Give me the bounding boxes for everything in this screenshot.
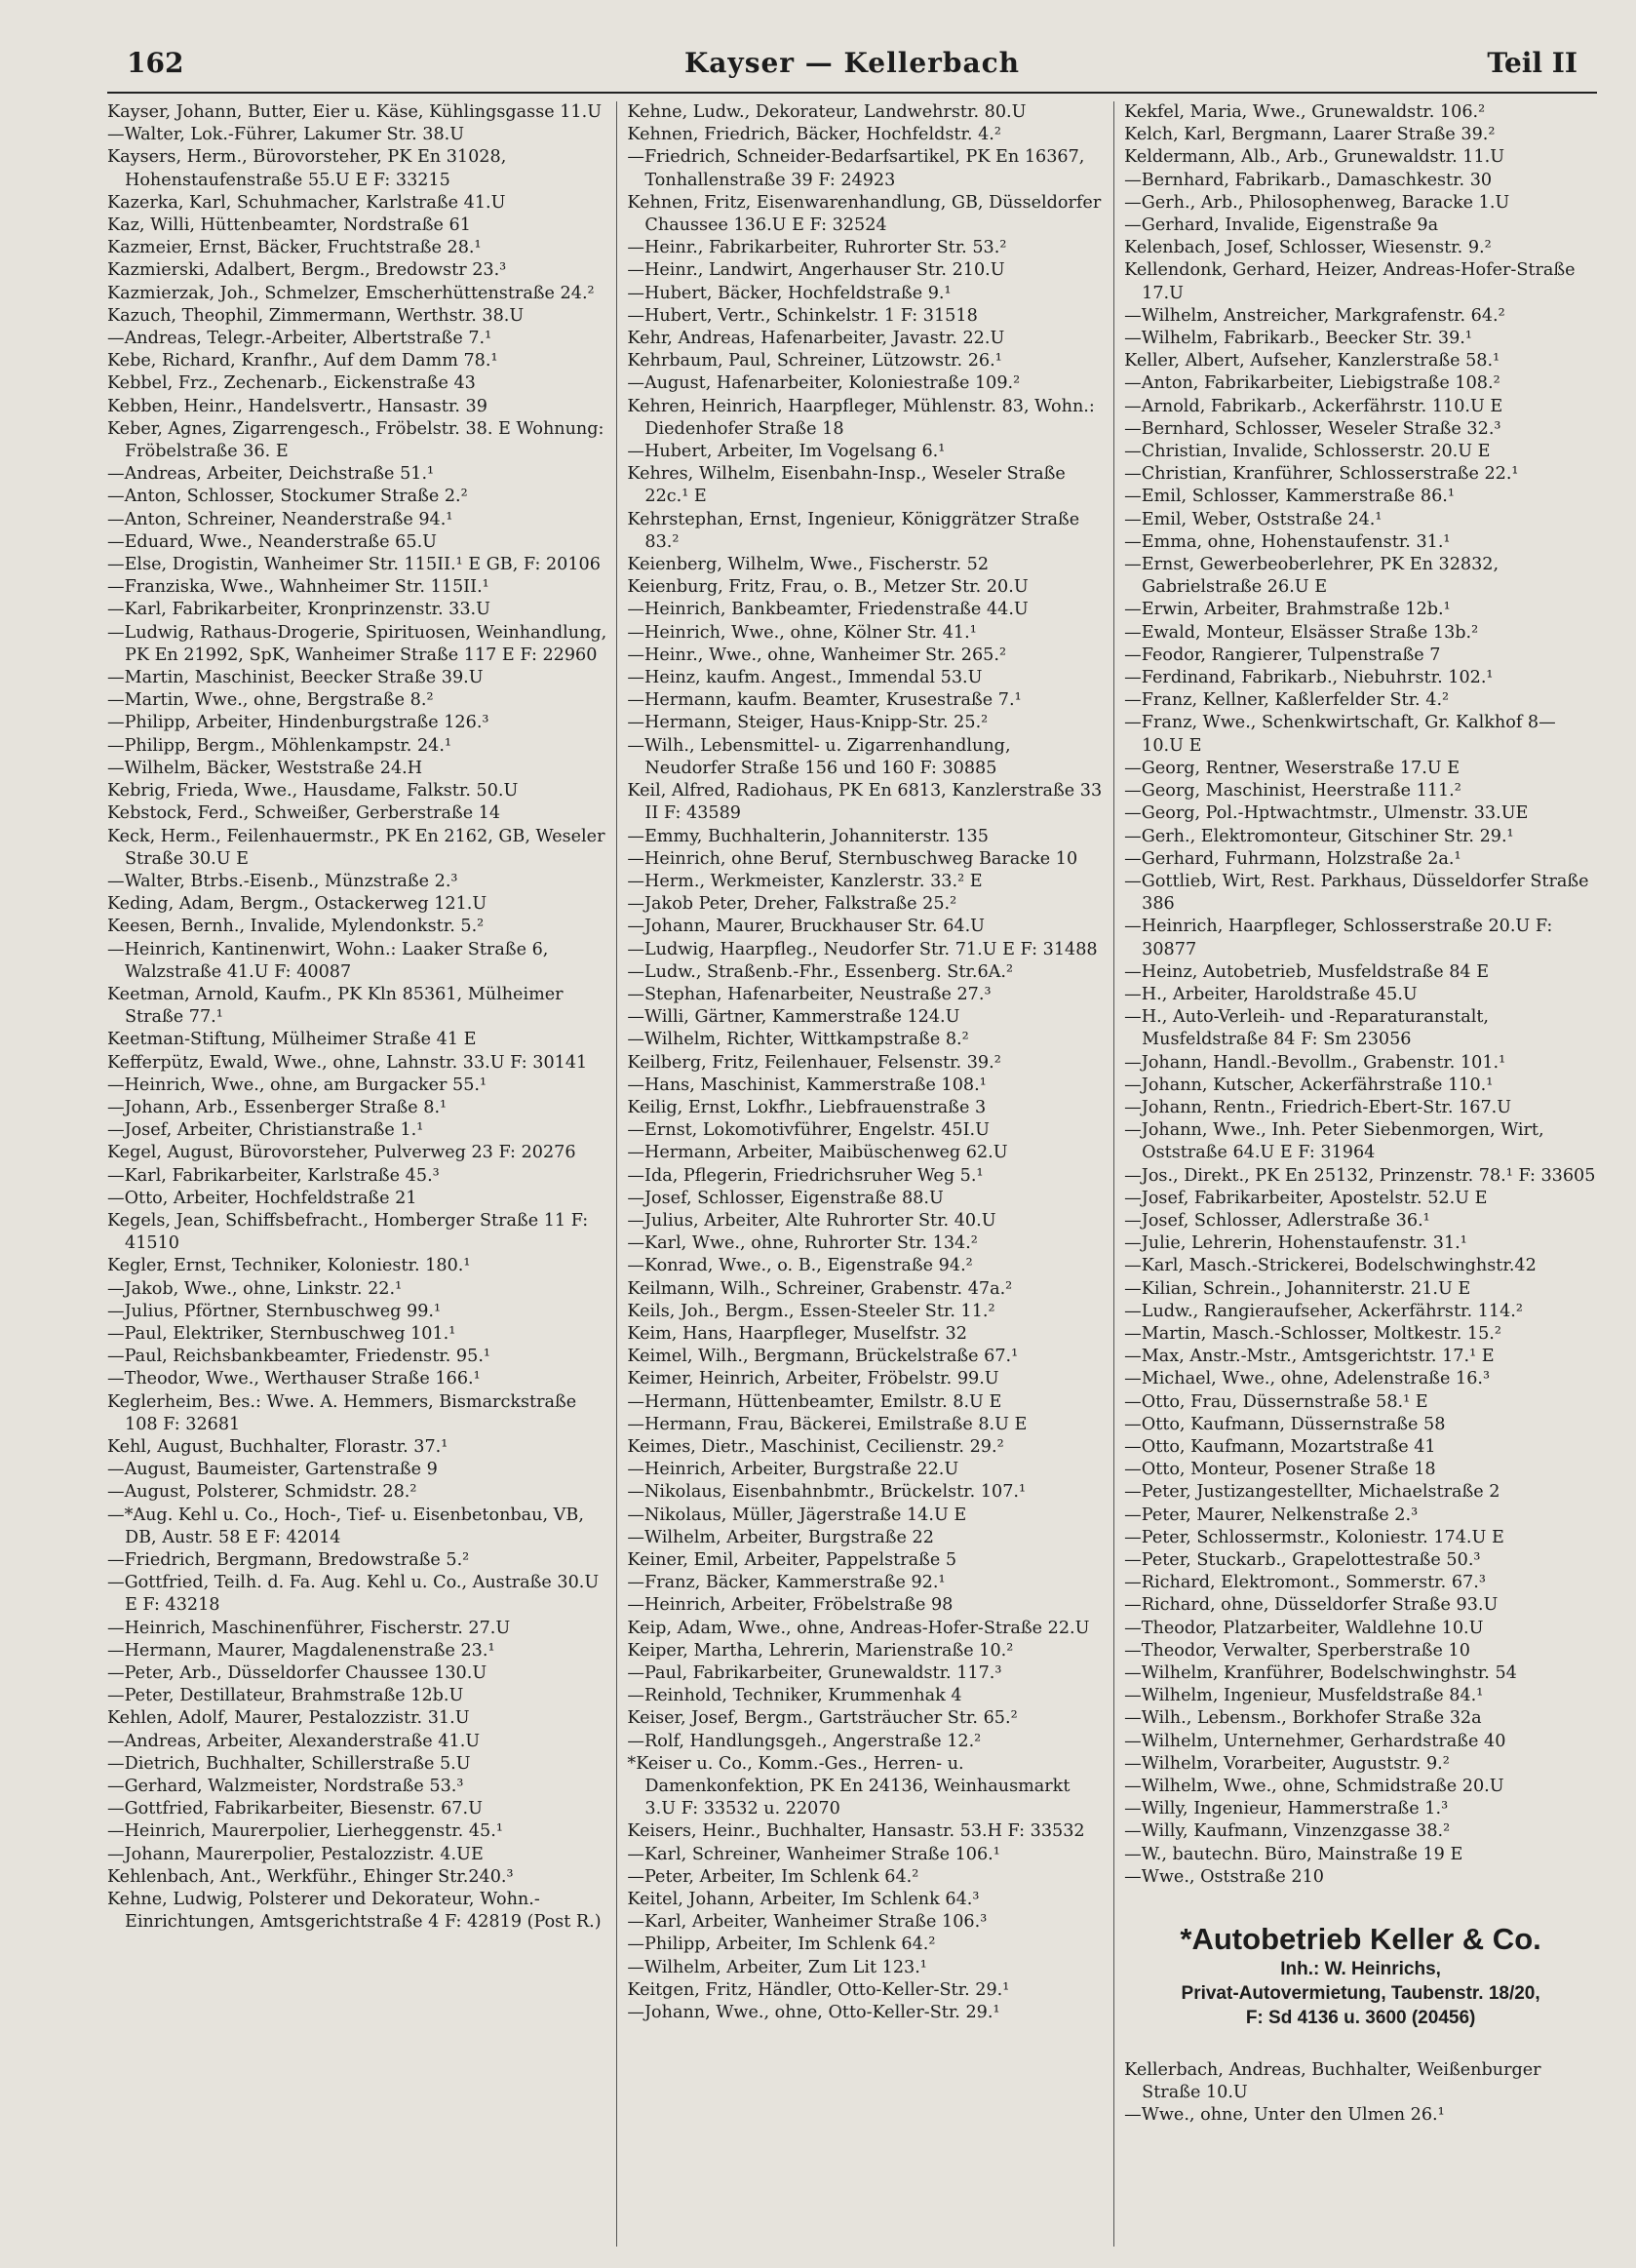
directory-entry: —Gottlieb, Wirt, Rest. Parkhaus, Düsseldorfer Straße 386 [1124,871,1589,915]
directory-entry: —Peter, Stuckarb., Grapelottestraße 50.³ [1124,1550,1481,1570]
directory-entry: Keilberg, Fritz, Feilenhauer, Felsenstr. 39.² [627,1052,1001,1073]
directory-entry: Keetman-Stiftung, Mülheimer Straße 41 E [107,1030,477,1050]
directory-entry: —Gottfried, Fabrikarbeiter, Biesenstr. 67.U [107,1799,483,1819]
directory-entry: —Wilhelm, Kranführer, Bodelschwinghstr. 54 [1124,1663,1517,1684]
directory-entry: —Hubert, Arbeiter, Im Vogelsang 6.¹ [627,442,946,462]
directory-entry: —Paul, Reichsbankbeamter, Friedenstr. 95.¹ [107,1347,490,1367]
directory-entry: Keilig, Ernst, Lokfhr., Liebfrauenstraße 3 [627,1097,987,1117]
column-3 [1113,101,1597,2247]
directory-entry: —Eduard, Wwe., Neanderstraße 65.U [107,531,437,552]
directory-entry: —Emil, Schlosser, Kammerstraße 86.¹ [1124,487,1455,507]
directory-entry: Kehlen, Adolf, Maurer, Pestalozzistr. 31.U [107,1708,470,1729]
directory-entry: Kebben, Heinr., Handelsvertr., Hansastr. 39 [107,396,487,416]
directory-entry: —Rolf, Handlungsgeh., Angerstraße 12.² [627,1731,982,1751]
directory-entry: —Richard, ohne, Düsseldorfer Straße 93.U [1124,1595,1499,1616]
directory-entry: —Reinhold, Techniker, Krummenhak 4 [627,1686,962,1706]
directory-entry: —Peter, Schlossermstr., Koloniestr. 174.U E [1124,1527,1504,1547]
directory-entry: —Franz, Wwe., Schenkwirtschaft, Gr. Kalkhof 8—10.U E [1124,713,1556,756]
ad-phone: F: Sd 4136 u. 3600 (20456) [1245,2008,1476,2029]
directory-entry: Kehnen, Friedrich, Bäcker, Hochfeldstr. 4.² [627,125,1001,145]
directory-entry: —Karl, Arbeiter, Wanheimer Straße 106.³ [627,1912,988,1933]
directory-entry: —H., Arbeiter, Haroldstraße 45.U [1124,984,1418,1004]
directory-entry: —Heinrich, Wwe., ohne, Kölner Str. 41.¹ [627,622,977,643]
directory-entry: —Willy, Ingenieur, Hammerstraße 1.³ [1124,1799,1449,1819]
directory-entry: Keitgen, Fritz, Händler, Otto-Keller-Str. 29.¹ [627,1979,1010,2000]
directory-entry: Keiper, Martha, Lehrerin, Marienstraße 10.² [627,1640,1014,1661]
directory-entry: —Josef, Fabrikarbeiter, Apostelstr. 52.U E [1124,1188,1488,1208]
directory-entry: Keils, Joh., Bergm., Essen-Steeler Str. 11.² [627,1301,995,1321]
directory-entry: —Julius, Arbeiter, Alte Ruhrorter Str. 40.U [627,1210,996,1231]
directory-entry: —Johann, Wwe., Inh. Peter Siebenmorgen, Wirt, Oststraße 64.U E F: 31964 [1124,1120,1544,1163]
directory-entry: —Hubert, Vertr., Schinkelstr. 1 F: 31518 [627,305,978,326]
directory-entry: —Kilian, Schrein., Johanniterstr. 21.U E [1124,1278,1471,1299]
directory-entry: —Philipp, Arbeiter, Hindenburgstraße 126.³ [107,713,489,733]
directory-entry: —Karl, Fabrikarbeiter, Karlstraße 45.³ [107,1165,440,1186]
directory-entry: Keilmann, Wilh., Schreiner, Grabenstr. 47a.² [627,1278,1013,1299]
directory-entry: —Friedrich, Schneider-Bedarfsartikel, PK En 16367, Tonhallenstraße 39 F: 24923 [627,147,1085,190]
directory-entry: Kehrbaum, Paul, Schreiner, Lützowstr. 26.¹ [627,351,1002,371]
directory-entry: —Wilhelm, Ingenieur, Musfeldstraße 84.¹ [1124,1686,1484,1706]
directory-entry: —Gerh., Arb., Philosophenweg, Baracke 1.U [1124,192,1510,213]
directory-entry: Keller, Albert, Aufseher, Kanzlerstraße 58.¹ [1124,351,1500,371]
directory-entry: —*Aug. Kehl u. Co., Hoch-, Tief- u. Eisenbetonbau, VB, DB, Austr. 58 E F: 42014 [107,1505,584,1547]
directory-entry: —Else, Drogistin, Wanheimer Str. 115II.¹ E GB, F: 20106 [107,555,601,575]
directory-entry: —Karl, Fabrikarbeiter, Kronprinzenstr. 33.U [107,600,490,620]
directory-entry: Keglerheim, Bes.: Wwe. A. Hemmers, Bismarckstraße 108 F: 32681 [107,1391,577,1434]
directory-entry: —Paul, Elektriker, Sternbuschweg 101.¹ [107,1323,456,1344]
directory-entry: —Christian, Invalide, Schlosserstr. 20.U E [1124,442,1491,462]
directory-entry: —Karl, Masch.-Strickerei, Bodelschwinghstr.42 [1124,1256,1537,1276]
directory-entry: —Theodor, Platzarbeiter, Waldlehne 10.U [1124,1618,1484,1638]
directory-entry: —Wwe., ohne, Unter den Ulmen 26.¹ [1124,2105,1445,2126]
directory-entry: —Wilhelm, Unternehmer, Gerhardstraße 40 [1124,1731,1506,1751]
directory-entry: —Hermann, kaufm. Beamter, Krusestraße 7.¹ [627,690,1022,711]
directory-entry: —Julie, Lehrerin, Hohenstaufenstr. 31.¹ [1124,1233,1467,1254]
directory-entry: —W., bautechn. Büro, Mainstraße 19 E [1124,1844,1463,1864]
directory-entry: —Heinrich, Arbeiter, Burgstraße 22.U [627,1460,959,1480]
directory-entry: —Arnold, Fabrikarb., Ackerfährstr. 110.U E [1124,396,1503,416]
directory-entry: —Wilhelm, Arbeiter, Zum Lit 123.¹ [627,1957,927,1977]
directory-entry: —Nikolaus, Müller, Jägerstraße 14.U E [627,1505,967,1525]
directory-entry: —Richard, Elektromont., Sommerstr. 67.³ [1124,1573,1486,1593]
directory-entry: —Ernst, Gewerbeoberlehrer, PK En 32832, Gabrielstraße 26.U E [1124,555,1500,598]
directory-entry: Kehres, Wilhelm, Eisenbahn-Insp., Weseler Straße 22c.¹ E [627,464,1066,507]
directory-entry: —Martin, Wwe., ohne, Bergstraße 8.² [107,690,434,711]
advertisement [1124,1922,1597,2030]
directory-entry: —Heinr., Wwe., ohne, Wanheimer Str. 265.² [627,645,1007,665]
directory-entry: Kefferpütz, Ewald, Wwe., ohne, Lahnstr. 33.U F: 30141 [107,1052,588,1073]
directory-entry: Kelch, Karl, Bergmann, Laarer Straße 39.² [1124,125,1496,145]
columns [107,101,1597,2247]
directory-entry: —Georg, Pol.-Hptwachtmstr., Ulmenstr. 33.UE [1124,803,1529,824]
directory-entry: —Johann, Kutscher, Ackerfährstraße 110.¹ [1124,1075,1494,1095]
directory-entry: Kehr, Andreas, Hafenarbeiter, Javastr. 22.U [627,329,1005,349]
directory-entry: —Ferdinand, Fabrikarb., Niebuhrstr. 102.¹ [1124,668,1494,688]
directory-entry: —Hubert, Bäcker, Hochfeldstraße 9.¹ [627,283,952,303]
directory-entry: —Johann, Rentn., Friedrich-Ebert-Str. 167.U [1124,1097,1512,1117]
directory-entry: Keimes, Dietr., Maschinist, Cecilienstr. 29.² [627,1436,1004,1457]
directory-entry: —Josef, Arbeiter, Christianstraße 1.¹ [107,1120,424,1141]
directory-entry: —Andreas, Arbeiter, Alexanderstraße 41.U [107,1731,481,1751]
directory-entry: —Heinz, Autobetrieb, Musfeldstraße 84 E [1124,961,1490,982]
directory-entry: —Bernhard, Fabrikarb., Damaschkestr. 30 [1124,170,1493,190]
directory-entry: —Stephan, Hafenarbeiter, Neustraße 27.³ [627,984,992,1004]
directory-entry: —Ewald, Monteur, Elsässer Straße 13b.² [1124,622,1479,643]
directory-entry: Kehnen, Fritz, Eisenwarenhandlung, GB, Düsseldorfer Chaussee 136.U E F: 32524 [627,192,1102,236]
page-number: 162 [127,47,184,79]
directory-entry: —Willi, Gärtner, Kammerstraße 124.U [627,1007,960,1028]
directory-entry: —Ida, Pflegerin, Friedrichsruher Weg 5.¹ [627,1165,984,1186]
directory-entry: Keip, Adam, Wwe., ohne, Andreas-Hofer-Straße 22.U [627,1618,1090,1638]
directory-entry: —Gerhard, Invalide, Eigenstraße 9a [1124,215,1439,236]
directory-entry: —Julius, Pförtner, Sternbuschweg 99.¹ [107,1301,442,1321]
directory-entry: Kellendonk, Gerhard, Heizer, Andreas-Hofer-Straße 17.U [1124,260,1576,303]
directory-entry: —Peter, Justizangestellter, Michaelstraße 2 [1124,1482,1500,1503]
directory-entry: —Heinrich, ohne Beruf, Sternbuschweg Baracke 10 [627,848,1078,869]
directory-entry: Keetman, Arnold, Kaufm., PK Kln 85361, Mülheimer Straße 77.¹ [107,984,564,1028]
directory-entry: —Heinrich, Wwe., ohne, am Burgacker 55.¹ [107,1075,487,1095]
ad-owner: Inh.: W. Heinrichs, [1280,1959,1441,1980]
directory-entry: —Emma, ohne, Hohenstaufenstr. 31.¹ [1124,531,1451,552]
directory-entry: Kegel, August, Bürovorsteher, Pulverweg 23 F: 20276 [107,1143,576,1163]
directory-entry: —Herm., Werkmeister, Kanzlerstr. 33.² E [627,871,983,891]
directory-entry: Kebe, Richard, Kranfhr., Auf dem Damm 78.¹ [107,351,498,371]
directory-entry: Keck, Herm., Feilenhauermstr., PK En 2162, GB, Weseler Straße 30.U E [107,826,605,869]
directory-entry: —Anton, Schlosser, Stockumer Straße 2.² [107,487,468,507]
directory-entry: —Heinr., Landwirt, Angerhauser Str. 210.U [627,260,1005,281]
directory-entry: —Gerhard, Walzmeister, Nordstraße 53.³ [107,1777,464,1797]
directory-entry: —Feodor, Rangierer, Tulpenstraße 7 [1124,645,1441,665]
directory-entry: Kellerbach, Andreas, Buchhalter, Weißenburger Straße 10.U [1124,2060,1541,2103]
directory-entry: —Johann, Arb., Essenberger Straße 8.¹ [107,1097,448,1117]
directory-entry: Kehne, Ludwig, Polsterer und Dekorateur, Wohn.-Einrichtungen, Amtsgerichtstraße 4 F: 42819 (Post R.) [107,1890,602,1933]
ad-service: Privat-Autovermietung, Taubenstr. 18/20, [1181,1983,1540,2005]
directory-entry: —Paul, Fabrikarbeiter, Grunewaldstr. 117.³ [627,1663,1002,1684]
directory-entry: Kebrig, Frieda, Wwe., Hausdame, Falkstr. 50.U [107,781,519,802]
directory-entry: —Wilh., Lebensmittel- u. Zigarrenhandlung, Neudorfer Straße 156 und 160 F: 30885 [627,735,1011,778]
directory-entry: —Wilhelm, Arbeiter, Burgstraße 22 [627,1527,934,1547]
directory-entry: —Philipp, Bergm., Möhlenkampstr. 24.¹ [107,735,452,756]
directory-entry: —Heinrich, Maurerpolier, Lierheggenstr. 45.¹ [107,1821,503,1842]
directory-entry: —Walter, Lok.-Führer, Lakumer Str. 38.U [107,125,465,145]
directory-entry: —Bernhard, Schlosser, Weseler Straße 32.³ [1124,418,1501,439]
directory-entry: —Johann, Maurer, Bruckhauser Str. 64.U [627,917,986,937]
directory-entry: —Josef, Schlosser, Adlerstraße 36.¹ [1124,1210,1430,1231]
directory-entry: Keesen, Bernh., Invalide, Mylendonkstr. 5.² [107,917,485,937]
directory-entry: —Martin, Masch.-Schlosser, Moltkestr. 15.² [1124,1323,1501,1344]
directory-entry: —Heinrich, Haarpfleger, Schlosserstraße 20.U F: 30877 [1124,917,1553,959]
directory-entry: —Anton, Fabrikarbeiter, Liebigstraße 108.² [1124,373,1500,394]
directory-entry: —Franz, Kellner, Kaßlerfelder Str. 4.² [1124,690,1450,711]
directory-entry: —Wwe., Oststraße 210 [1124,1866,1324,1887]
directory-entry: *Keiser u. Co., Komm.-Ges., Herren- u. Damenkonfektion, PK En 24136, Weinhausmarkt 3.U F: 33532 u. 22070 [627,1753,1071,1819]
directory-entry: Kazmierski, Adalbert, Bergm., Bredowstr 23.³ [107,260,507,281]
column-3-tail-entries [1124,2059,1597,2128]
directory-entry: Keiner, Emil, Arbeiter, Pappelstraße 5 [627,1550,957,1570]
directory-entry: —Max, Anstr.-Mstr., Amtsgerichtstr. 17.¹ E [1124,1347,1495,1367]
directory-entry: —Georg, Maschinist, Heerstraße 111.² [1124,781,1461,802]
section-part: Teil II [1487,47,1578,79]
directory-entry: —Wilhelm, Anstreicher, Markgrafenstr. 64.² [1124,305,1505,326]
directory-entry: —Gerhard, Fuhrmann, Holzstraße 2a.¹ [1124,848,1461,869]
directory-entry: Kehlenbach, Ant., Werkführ., Ehinger Str.240.³ [107,1866,514,1887]
directory-entry: —Peter, Maurer, Nelkenstraße 2.³ [1124,1505,1419,1525]
directory-entry: —August, Hafenarbeiter, Koloniestraße 109.² [627,373,1021,394]
directory-entry: Keienberg, Wilhelm, Wwe., Fischerstr. 52 [627,555,990,575]
directory-entry: —Otto, Kaufmann, Düssernstraße 58 [1124,1414,1446,1434]
directory-entry: —Wilhelm, Bäcker, Weststraße 24.H [107,758,423,778]
directory-entry: Keimel, Wilh., Bergmann, Brückelstraße 67.¹ [627,1347,1019,1367]
directory-entry: Keisers, Heinr., Buchhalter, Hansastr. 53.H F: 33532 [627,1821,1085,1842]
directory-entry: —Wilhelm, Wwe., ohne, Schmidstraße 20.U [1124,1777,1504,1797]
directory-entry: —Karl, Schreiner, Wanheimer Straße 106.¹ [627,1844,1000,1864]
directory-entry: Keim, Hans, Haarpfleger, Muselfstr. 32 [627,1323,967,1344]
directory-entry: —Heinz, kaufm. Angest., Immendal 53.U [627,668,983,688]
directory-entry: —Willy, Kaufmann, Vinzenzgasse 38.² [1124,1821,1451,1842]
directory-entry: —Wilhelm, Fabrikarb., Beecker Str. 39.¹ [1124,329,1472,349]
directory-entry: —Hermann, Maurer, Magdalenenstraße 23.¹ [107,1640,495,1661]
directory-entry: Kehrstephan, Ernst, Ingenieur, Königgrätzer Straße 83.² [627,509,1080,552]
directory-entry: —Anton, Schreiner, Neanderstraße 94.¹ [107,509,453,529]
directory-entry: —Friedrich, Bergmann, Bredowstraße 5.² [107,1550,470,1570]
directory-entry: —Johann, Wwe., ohne, Otto-Keller-Str. 29.¹ [627,2003,1000,2023]
directory-entry: —Franziska, Wwe., Wahnheimer Str. 115II.¹ [107,577,489,598]
directory-entry: Kehren, Heinrich, Haarpfleger, Mühlenstr. 83, Wohn.: Diedenhofer Straße 18 [627,396,1095,439]
directory-entry: —Josef, Schlosser, Eigenstraße 88.U [627,1188,944,1208]
directory-entry: —Andreas, Arbeiter, Deichstraße 51.¹ [107,464,435,485]
directory-entry: —Otto, Frau, Düssernstraße 58.¹ E [1124,1391,1428,1412]
column-1 [107,101,616,2247]
directory-entry: Kaz, Willi, Hüttenbeamter, Nordstraße 61 [107,215,471,236]
directory-entry: —Hans, Maschinist, Kammerstraße 108.¹ [627,1075,987,1095]
directory-entry: —Ernst, Lokomotivführer, Engelstr. 45I.U [627,1120,990,1141]
directory-entry: —Heinr., Fabrikarbeiter, Ruhrorter Str. 53.² [627,238,1007,258]
directory-entry: —Peter, Arbeiter, Im Schlenk 64.² [627,1866,919,1887]
directory-entry: —Franz, Bäcker, Kammerstraße 92.¹ [627,1573,946,1593]
directory-entry: —Erwin, Arbeiter, Brahmstraße 12b.¹ [1124,600,1451,620]
directory-entry: —August, Baumeister, Gartenstraße 9 [107,1460,438,1480]
directory-entry: Kaysers, Herm., Bürovorsteher, PK En 31028, Hohenstaufenstraße 55.U E F: 33215 [107,147,507,190]
directory-entry: Kayser, Johann, Butter, Eier u. Käse, Kühlingsgasse 11.U [107,102,603,122]
directory-entry: —Karl, Wwe., ohne, Ruhrorter Str. 134.² [627,1233,978,1254]
directory-entry: —Ludw., Straßenb.-Fhr., Essenberg. Str.6A.² [627,961,1014,982]
directory-entry: Keldermann, Alb., Arb., Grunewaldstr. 11.U [1124,147,1505,168]
directory-entry: —Jakob, Wwe., ohne, Linkstr. 22.¹ [107,1278,403,1299]
directory-entry: —Wilhelm, Richter, Wittkampstraße 8.² [627,1030,969,1050]
directory-entry: Keitel, Johann, Arbeiter, Im Schlenk 64.³ [627,1890,980,1910]
directory-entry: Keiser, Josef, Bergm., Gartsträucher Str. 65.² [627,1708,1018,1729]
column-3-entries [1124,101,1597,1889]
directory-entry: —Theodor, Verwalter, Sperberstraße 10 [1124,1640,1470,1661]
directory-entry: —Ludwig, Rathaus-Drogerie, Spirituosen, Weinhandlung, PK En 21992, SpK, Wanheimer Straße 117 E F: 22960 [107,622,607,665]
directory-entry: —H., Auto-Verleih- und -Reparaturanstalt, Musfeldstraße 84 F: Sm 23056 [1124,1007,1489,1050]
directory-entry: Kebstock, Ferd., Schweißer, Gerberstraße 14 [107,803,501,824]
directory-entry: Kegels, Jean, Schiffsbefracht., Homberger Straße 11 F: 41510 [107,1210,589,1254]
column-2 [616,101,1113,2247]
directory-entry: —Gottfried, Teilh. d. Fa. Aug. Kehl u. Co., Austraße 30.U E F: 43218 [107,1573,600,1616]
directory-entry: —Johann, Maurerpolier, Pestalozzistr. 4.UE [107,1844,484,1864]
directory-entry: —Wilh., Lebensm., Borkhofer Straße 32a [1124,1708,1482,1729]
directory-entry: —Theodor, Wwe., Werthauser Straße 166.¹ [107,1369,481,1389]
directory-entry: —Emil, Weber, Oststraße 24.¹ [1124,509,1383,529]
directory-entry: Kekfel, Maria, Wwe., Grunewaldstr. 106.² [1124,102,1486,122]
directory-entry: —Peter, Arb., Düsseldorfer Chaussee 130.U [107,1663,487,1684]
directory-entry: Keil, Alfred, Radiohaus, PK En 6813, Kanzlerstraße 33 II F: 43589 [627,781,1103,824]
directory-entry: —Wilhelm, Vorarbeiter, Auguststr. 9.² [1124,1753,1450,1774]
directory-entry: —Peter, Destillateur, Brahmstraße 12b.U [107,1686,464,1706]
page-header [107,41,1597,94]
directory-entry: —Hermann, Frau, Bäckerei, Emilstraße 8.U E [627,1414,1028,1434]
directory-entry: —Philipp, Arbeiter, Im Schlenk 64.² [627,1935,936,1955]
directory-entry: —Ludw., Rangieraufseher, Ackerfährstr. 114.² [1124,1301,1523,1321]
directory-entry: Keienburg, Fritz, Frau, o. B., Metzer Str. 20.U [627,577,1029,598]
directory-entry: —Heinrich, Kantinenwirt, Wohn.: Laaker Straße 6, Walzstraße 41.U F: 40087 [107,939,549,982]
page-title: Kayser — Kellerbach [683,47,1021,79]
directory-entry: —Emmy, Buchhalterin, Johanniterstr. 135 [627,826,989,846]
directory-entry: —Heinrich, Bankbeamter, Friedenstraße 44.U [627,600,1029,620]
directory-entry: Kazuch, Theophil, Zimmermann, Werthstr. 38.U [107,305,525,326]
directory-entry: Kelenbach, Josef, Schlosser, Wiesenstr. 9.² [1124,238,1492,258]
directory-entry: —Otto, Arbeiter, Hochfeldstraße 21 [107,1188,417,1208]
directory-entry: Kazmeier, Ernst, Bäcker, Fruchtstraße 28.¹ [107,238,482,258]
directory-entry: —Gerh., Elektromonteur, Gitschiner Str. 29.¹ [1124,826,1514,846]
directory-entry: Keding, Adam, Bergm., Ostackerweg 121.U [107,894,487,915]
directory-entry: Keimer, Heinrich, Arbeiter, Fröbelstr. 99.U [627,1369,999,1389]
directory-entry: —Jakob Peter, Dreher, Falkstraße 25.² [627,894,957,915]
directory-entry: Kazerka, Karl, Schuhmacher, Karlstraße 41.U [107,192,506,213]
directory-entry: —Ludwig, Haarpfleg., Neudorfer Str. 71.U E F: 31488 [627,939,1098,959]
ad-title: *Autobetrieb Keller & Co. [1180,1922,1541,1957]
directory-entry: —Walter, Btrbs.-Eisenb., Münzstraße 2.³ [107,871,458,891]
directory-entry: Kebbel, Frz., Zechenarb., Eickenstraße 43 [107,373,476,394]
directory-entry: —Andreas, Telegr.-Arbeiter, Albertstraße 7.¹ [107,329,492,349]
directory-entry: —Hermann, Steiger, Haus-Knipp-Str. 25.² [627,713,989,733]
directory-entry: —Georg, Rentner, Weserstraße 17.U E [1124,758,1461,778]
directory-entry: —Hermann, Hüttenbeamter, Emilstr. 8.U E [627,1391,1002,1412]
directory-entry: —Heinrich, Maschinenführer, Fischerstr. 27.U [107,1618,511,1638]
directory-entry: —Christian, Kranführer, Schlosserstraße 22.¹ [1124,464,1519,485]
directory-entry: Kazmierzak, Joh., Schmelzer, Emscherhüttenstraße 24.² [107,283,595,303]
directory-entry: —August, Polsterer, Schmidstr. 28.² [107,1482,417,1503]
directory-entry: Kehne, Ludw., Dekorateur, Landwehrstr. 80.U [627,102,1027,122]
directory-entry: —Heinrich, Arbeiter, Fröbelstraße 98 [627,1595,954,1616]
directory-entry: —Konrad, Wwe., o. B., Eigenstraße 94.² [627,1256,973,1276]
directory-entry: Kegler, Ernst, Techniker, Koloniestr. 180.¹ [107,1256,471,1276]
directory-entry: —Otto, Monteur, Posener Straße 18 [1124,1460,1436,1480]
directory-entry: —Nikolaus, Eisenbahnbmtr., Brückelstr. 107.¹ [627,1482,1027,1503]
directory-entry: —Michael, Wwe., ohne, Adelenstraße 16.³ [1124,1369,1491,1389]
directory-entry: —Jos., Direkt., PK En 25132, Prinzenstr. 78.¹ F: 33605 [1124,1165,1596,1186]
directory-entry: —Dietrich, Buchhalter, Schillerstraße 5.U [107,1753,471,1774]
directory-entry: —Otto, Kaufmann, Mozartstraße 41 [1124,1436,1436,1457]
directory-entry: —Johann, Handl.-Bevollm., Grabenstr. 101.¹ [1124,1052,1506,1073]
directory-entry: Keber, Agnes, Zigarrengesch., Fröbelstr. 38. E Wohnung: Fröbelstraße 36. E [107,418,604,462]
directory-entry: —Hermann, Arbeiter, Maibüschenweg 62.U [627,1143,1008,1163]
directory-entry: —Martin, Maschinist, Beecker Straße 39.U [107,668,484,688]
directory-entry: Kehl, August, Buchhalter, Florastr. 37.¹ [107,1436,448,1457]
